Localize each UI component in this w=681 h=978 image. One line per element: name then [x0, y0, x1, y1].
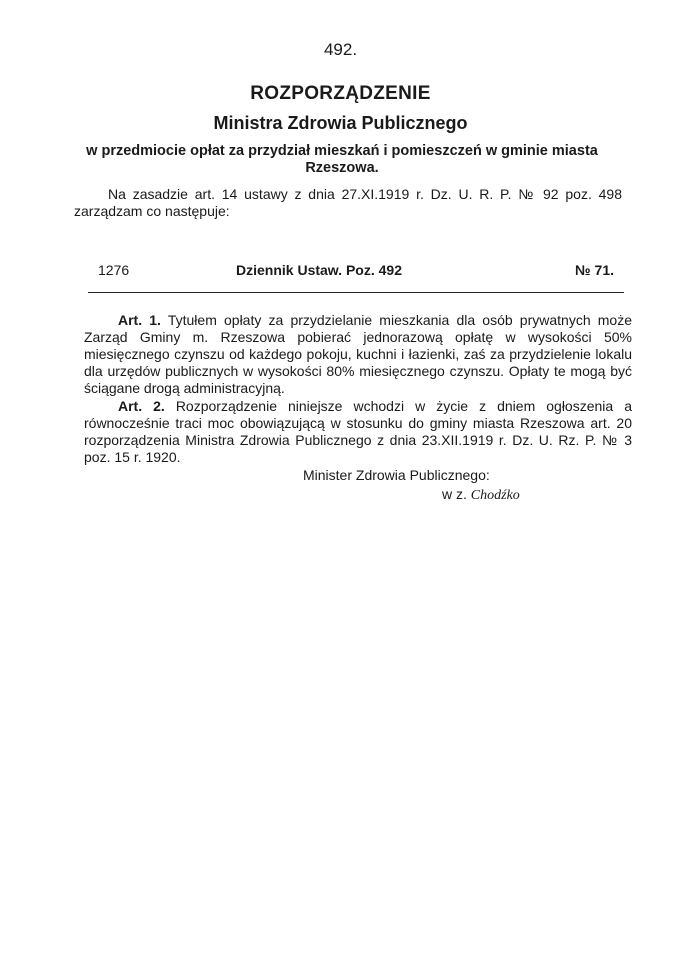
article-label: Art. 1.: [118, 312, 161, 328]
document-title: ROZPORZĄDZENIE: [250, 83, 431, 104]
signature-prefix: w z.: [442, 486, 467, 502]
issue-number: № 71.: [575, 262, 614, 278]
signature-name: Chodźko: [470, 488, 520, 503]
article-text: Rozporządzenie niniejsze wchodzi w życie z dniem ogłoszenia a równocześnie traci moc obowiązującą w stosunku do gminy miasta Rzeszowa art. 20 rozporządzenia Ministra Zdrowia Publicznego z dnia 23.XII.1919 r. Dz. U. Rz. P. № 3 poz. 15 r. 1920.: [84, 398, 632, 465]
page-number: 1276: [98, 262, 130, 278]
subject: w przedmiocie opłat za przydział mieszkań i pomieszczeń w gminie miasta Rzeszowa.: [86, 143, 598, 176]
intro-paragraph: Na zasadzie art. 14 ustawy z dnia 27.XI.1919 r. Dz. U. R. P. № 92 poz. 498 zarządzam co następuje:: [74, 186, 622, 219]
signature-role: Minister Zdrowia Publicznego:: [303, 467, 490, 483]
journal-title: Dziennik Ustaw. Poz. 492: [236, 262, 402, 278]
article-label: Art. 2.: [118, 398, 165, 414]
running-header: [88, 262, 624, 280]
article-1: [84, 312, 632, 397]
signature-line: [442, 486, 520, 504]
header-divider: [88, 292, 624, 293]
issuer: Ministra Zdrowia Publicznego: [213, 113, 468, 133]
article-2: [84, 398, 632, 466]
position-number: 492.: [323, 40, 358, 59]
article-text: Tytułem opłaty za przydzielanie mieszkania dla osób prywatnych może Zarząd Gminy m. Rzeszowa pobierać jednorazową opłatę w wysokości 50% miesięcznego czynszu od każdego pokoju, kuchni i łazienki, zaś za przydzielenie lokalu dla urzędów publicznych w wysokości 80% miesięcznego czynszu. Opłaty te mogą być ściągane drogą administracyjną.: [84, 312, 632, 396]
